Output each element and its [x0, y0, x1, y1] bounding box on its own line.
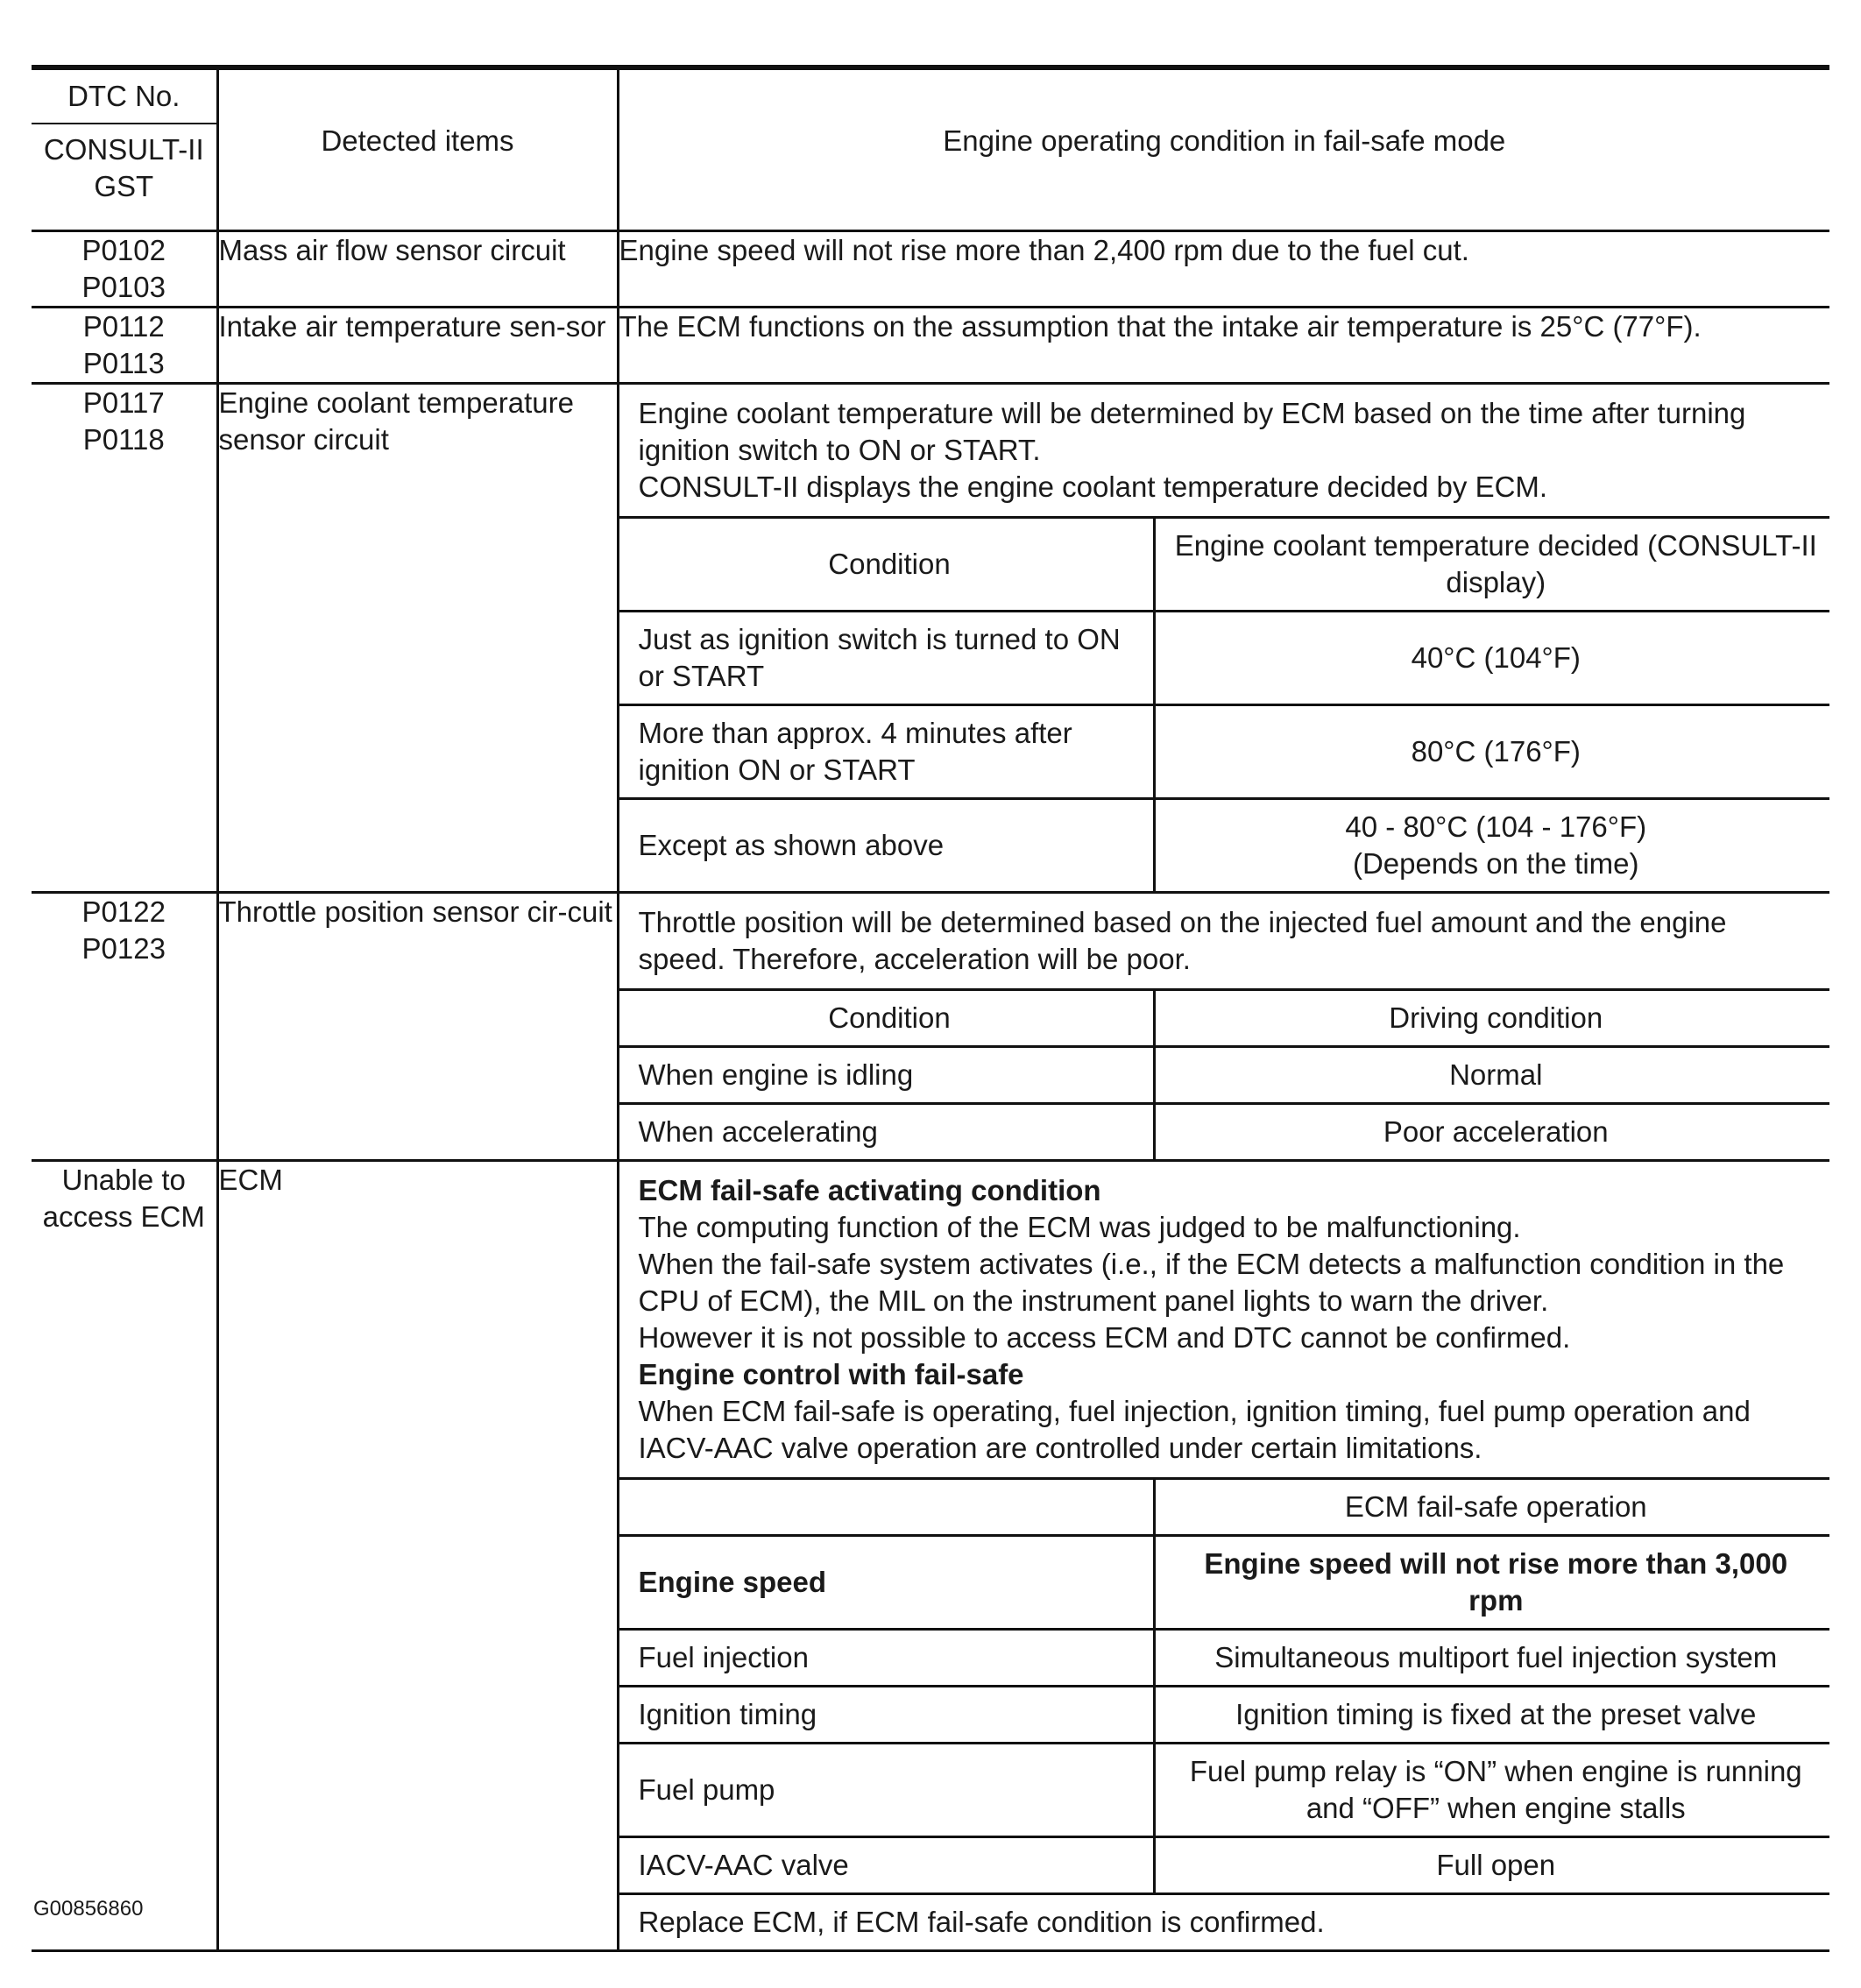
- condition-text: Engine coolant temperature will be determined by ECM based on the time after turning ignition switch to ON or START. CONSULT-II displays the engine coolant temperature decided by ECM.: [638, 397, 1746, 503]
- dtc-cell: P0102 P0103: [32, 231, 217, 308]
- dtc-cell: P0122 P0123: [32, 893, 217, 1161]
- ecm-text-line: When ECM fail-safe is operating, fuel injection, ignition timing, fuel pump operation and IACV-AAC valve operation are controlled under certain limitations.: [638, 1395, 1751, 1464]
- sub-row-value: 40 - 80°C (104 - 176°F) (Depends on the time): [1154, 799, 1829, 892]
- throttle-sub-table: [619, 988, 1830, 1159]
- ecm-condition-text: [619, 1162, 1830, 1477]
- table-row: [32, 384, 1829, 893]
- detected-item: ECM: [217, 1161, 618, 1951]
- header-dtc-no: DTC No.: [32, 70, 216, 124]
- detected-item: Engine coolant temperature sensor circuit: [217, 384, 618, 893]
- ecm-text-line: The computing function of the ECM was judged to be malfunctioning.: [638, 1211, 1521, 1243]
- ecm-text-line: When the fail-safe system activates (i.e., if the ECM detects a malfunction condition in the CPU of ECM), the MIL on the instrument panel lights to warn the driver.: [638, 1248, 1785, 1317]
- sub-row-condition: Except as shown above: [619, 799, 1155, 892]
- dtc-cell: P0117 P0118: [32, 384, 217, 893]
- header-engine-condition: Engine operating condition in fail-safe mode: [943, 124, 1506, 157]
- table-row: [32, 893, 1829, 1161]
- sub-row-value: Ignition timing is fixed at the preset valve: [1154, 1687, 1829, 1744]
- detected-item: Throttle position sensor cir-cuit: [217, 893, 618, 1161]
- table-row: [32, 1161, 1829, 1951]
- sub-row-condition: More than approx. 4 minutes after ignition ON or START: [619, 705, 1155, 799]
- ecm-heading-activating: ECM fail-safe activating condition: [638, 1174, 1101, 1206]
- sub-row-value: Poor acceleration: [1154, 1104, 1829, 1160]
- sub-row-value: Fuel pump relay is “ON” when engine is running and “OFF” when engine stalls: [1154, 1744, 1829, 1837]
- sub-row-condition: When accelerating: [619, 1104, 1155, 1160]
- sub-header-coolant-temp: Engine coolant temperature decided (CONSULT-II display): [1154, 518, 1829, 612]
- condition-text: The ECM functions on the assumption that the intake air temperature is 25°C (77°F).: [618, 308, 1829, 384]
- condition-text: Engine speed will not rise more than 2,400 rpm due to the fuel cut.: [618, 231, 1829, 308]
- ecm-heading-control: Engine control with fail-safe: [638, 1358, 1024, 1390]
- fail-safe-table: [32, 65, 1829, 1952]
- table-row: [32, 231, 1829, 308]
- sub-row-condition: Just as ignition switch is turned to ON or START: [619, 612, 1155, 705]
- header-detected-items: Detected items: [321, 124, 514, 157]
- sub-row-item: Engine speed: [619, 1536, 1155, 1630]
- coolant-sub-table: [619, 516, 1830, 891]
- sub-row-value: Full open: [1154, 1837, 1829, 1894]
- table-header-row: [32, 67, 1829, 231]
- fail-safe-table-page: [32, 65, 1829, 1952]
- sub-row-item: IACV-AAC valve: [619, 1837, 1155, 1894]
- dtc-cell: P0112 P0113: [32, 308, 217, 384]
- sub-row-value: Simultaneous multiport fuel injection system: [1154, 1630, 1829, 1687]
- sub-row-value: 80°C (176°F): [1154, 705, 1829, 799]
- sub-row-item: Ignition timing: [619, 1687, 1155, 1744]
- header-consult-gst: CONSULT-II GST: [43, 133, 204, 202]
- sub-row-value: Normal: [1154, 1047, 1829, 1104]
- sub-header-empty: [619, 1479, 1155, 1536]
- table-row: [32, 308, 1829, 384]
- sub-row-value: Engine speed will not rise more than 3,000 rpm: [1154, 1536, 1829, 1630]
- condition-text: Throttle position will be determined based on the injected fuel amount and the engine speed. Therefore, acceleration will be poor.: [638, 906, 1727, 975]
- figure-code: G00856860: [33, 1897, 144, 1921]
- sub-row-item: Fuel injection: [619, 1630, 1155, 1687]
- sub-header-condition: Condition: [619, 518, 1155, 612]
- sub-header-ecm-operation: ECM fail-safe operation: [1154, 1479, 1829, 1536]
- sub-row-condition: When engine is idling: [619, 1047, 1155, 1104]
- dtc-cell: Unable to access ECM: [32, 1161, 217, 1951]
- sub-row-item: Fuel pump: [619, 1744, 1155, 1837]
- ecm-sub-table: [619, 1477, 1830, 1949]
- sub-row-value: 40°C (104°F): [1154, 612, 1829, 705]
- ecm-text-line: However it is not possible to access ECM and DTC cannot be confirmed.: [638, 1321, 1571, 1354]
- detected-item: Intake air temperature sen-sor: [217, 308, 618, 384]
- ecm-replace-note: Replace ECM, if ECM fail-safe condition is confirmed.: [619, 1894, 1830, 1950]
- sub-header-driving: Driving condition: [1154, 990, 1829, 1047]
- sub-header-condition: Condition: [619, 990, 1155, 1047]
- detected-item: Mass air flow sensor circuit: [217, 231, 618, 308]
